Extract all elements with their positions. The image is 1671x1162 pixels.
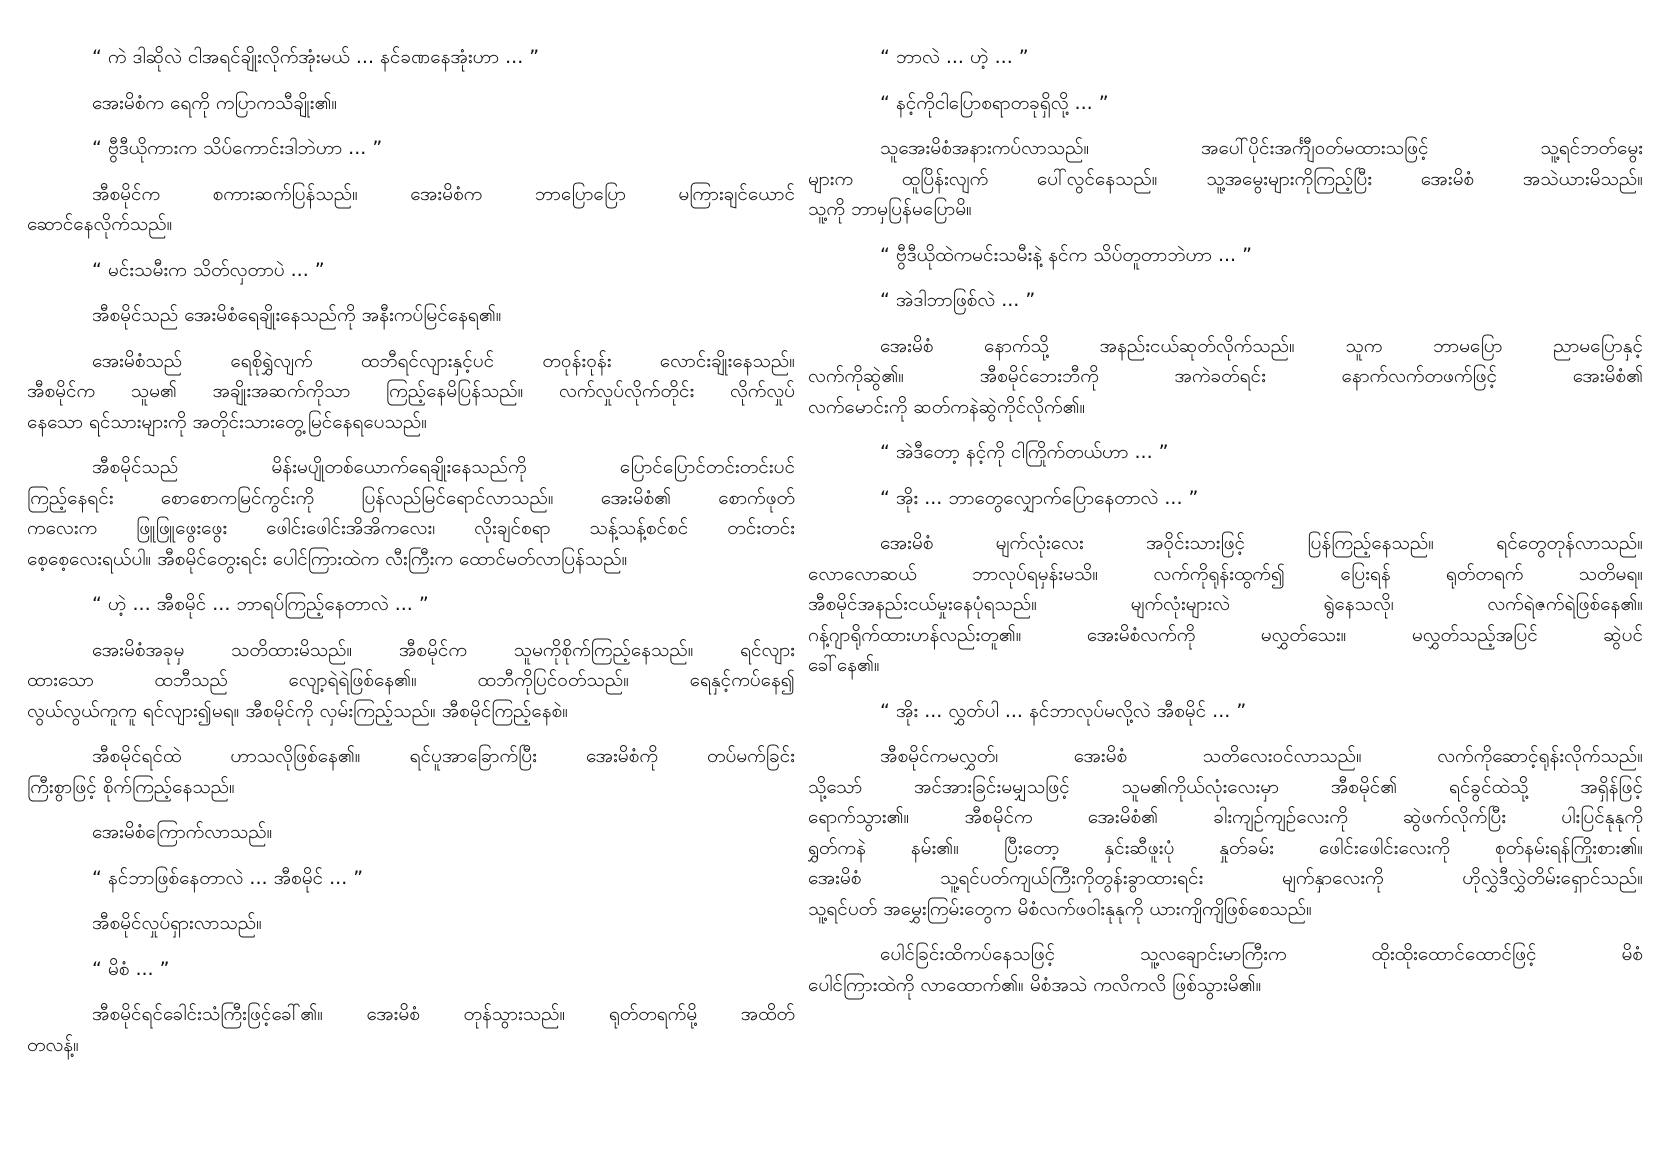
text-line: ကြီးစွာဖြင့် စိုက်ကြည့်နေသည်။ [27, 775, 235, 798]
paragraph [808, 939, 1643, 1000]
text-line: သူအေးမိစံအနားကပ်လာသည်။ အပေါ်ပိုင်းအင်္ကျီဝတ်မထားသဖြင့် သူ့ရင်ဘတ်မွေး [880, 137, 1643, 159]
text-line: ကလေးက ဖြူဖြူဖွေးဖွေး ဖေါင်းဖေါင်းအိအိကလေး၊ လိုးချင်စရာ သန့်သန့်စင်စင် တင်းတင်း [27, 517, 795, 539]
text-line: ထားသော ထဘီသည် လျော့ရဲရဲဖြစ်နေ၏။ ထဘီကိုပြင်ဝတ်သည်။ ရေနှင့်ကပ်နေ၍ [27, 669, 795, 691]
text-line: အေးမိစံကြောက်လာသည်။ [92, 821, 273, 843]
text-line: လွယ်လွယ်ကူကူ ရင်လျား၍မရ။ အီစမိုင်ကို လှမ်းကြည့်သည်။ အီစမိုင်ကြည့်နေစဲ။ [27, 699, 568, 722]
text-line: “ အိုး ... ဘာတွေလျှောက်ပြောနေတာလဲ ... ” [880, 486, 1199, 509]
text-line: သူ့ကို ဘာမှပြန်မပြောမိ။ [808, 198, 972, 220]
text-line: “ အဲဒါဘာဖြစ်လဲ ... ” [880, 289, 1036, 311]
text-line: အီစမိုင်သည် မိန်းမပျိုတစ်ယောက်ရေချိုးနေသည်ကို ပြောင်ပြောင်တင်းတင်းပင် [92, 456, 795, 478]
paragraph [808, 42, 1643, 73]
text-line: “ နင့်ကိုငါပြောစရာတခုရှိလို့ ... ” [880, 91, 1109, 114]
text-line: နေသော ရင်သားများကို အတိုင်းသားတွေ့မြင်နေရပေသည်။ [27, 410, 427, 433]
text-line: “ နင်ဘာဖြစ်နေတာလဲ ... အီစမိုင် ... ” [92, 866, 364, 889]
text-line: သို့သော် အင်အားခြင်းမမျှသဖြင့် သူမ၏ကိုယ်လုံးလေးမှာ အီစမိုင်၏ ရင်ခွင်ထဲသို့ အရှိန်ဖြင့် [808, 775, 1643, 798]
paragraph [27, 88, 795, 119]
text-line: ရောက်သွား၏။ အီစမိုင်က အေးမိစံ၏ ခါးကျဉ်ကျဉ်လေးကို ဆွဲဖက်လိုက်ပြီး ပါးပြင်နုနုကို [808, 806, 1643, 828]
text-line: ခေါ်နေ၏။ [808, 654, 880, 676]
text-line: အီစမိုင်ရင်ခေါင်းသံကြီးဖြင့်ခေါ်၏။ အေးမိစံ တုန်သွားသည်။ ရုတ်တရက်မို့ အထိတ် [92, 1003, 795, 1025]
text-line: အီစမိုင်ကမလွှတ်၊ အေးမိစံ သတိလေးဝင်လာသည်။ လက်ကိုဆောင့်ရုန်းလိုက်သည်။ [880, 745, 1643, 767]
paragraph [27, 452, 795, 574]
paragraph [27, 908, 795, 939]
paragraph [808, 285, 1643, 316]
text-line: လောလောဆယ် ဘာလုပ်ရမှန်းမသိ။ လက်ကိုရုန်းထွက်၍ ပြေးရန် ရုတ်တရက် သတိမရ။ [808, 562, 1643, 585]
text-line: အီစမိုင်က သူမ၏ အချိုးအဆက်ကိုသာ ကြည့်နေမိပြန်သည်။ လက်လှုပ်လိုက်တိုင်း လိုက်လှုပ် [27, 380, 795, 402]
paragraph [27, 179, 795, 240]
paragraph [808, 88, 1643, 119]
text-line: “ ကဲ ဒါဆိုလဲ ငါအရင်ချိုးလိုက်အုံးမယ် ... နင်ခဏနေအုံးဟာ ... ” [92, 46, 540, 68]
paragraph [27, 255, 795, 286]
paragraph [27, 817, 795, 848]
text-line: ပေါင်ကြားထဲကို လာထောက်၏။ မိစံအသဲ ကလိကလိ ဖြစ်သွားမိ၏။ [808, 973, 1262, 996]
text-line: ရွှတ်ကနဲ နမ်း၏။ ပြီးတော့ နှင်းဆီဖူးပုံ နှုတ်ခမ်း ဖေါင်းဖေါင်းလေးကို စုတ်နမ်းရန်ကြိုးစား၏။ [808, 836, 1643, 859]
text-line: “ ဗွီဒီယိုကားက သိပ်ကောင်းဒါဘဲဟာ ... ” [92, 137, 383, 159]
paragraph [27, 954, 795, 985]
paragraph [808, 437, 1643, 468]
text-line: ဆောင်နေလိုက်သည်။ [27, 213, 173, 235]
text-line: အီစမိုင်က စကားဆက်ပြန်သည်။ အေးမိစံက ဘာပြောပြော မကြားချင်ယောင် [92, 182, 795, 205]
text-line: စေ့စေ့လေးရယ်ပါ။ အီစမိုင်တွေးရင်း ပေါင်ကြားထဲက လီးကြီးက ထောင်မတ်လာပြန်သည်။ [27, 547, 628, 570]
paragraph [27, 133, 795, 164]
paragraph [27, 300, 795, 331]
text-line: “ ဟဲ့ ... အီစမိုင် ... ဘာရပ်ကြည့်နေတာလဲ ... ” [92, 593, 429, 615]
paragraph [808, 483, 1643, 514]
text-line: အေးမိစံ သူ့ရင်ပတ်ကျယ်ကြီးကိုတွန်းခွာထားရင်း မျက်နှာလေးကို ဟိုလွှဲဒီလွှဲတိမ်းရှောင်သည်။ [808, 867, 1643, 889]
text-line: “ ဘာလဲ ... ဟဲ့ ... ” [880, 46, 1029, 68]
text-line: အေးမိစံက ရေကို ကပြာကသီချိုး၏။ [92, 91, 338, 114]
text-line: “ မင်းသမီးက သိတ်လှတာပဲ ... ” [92, 258, 325, 281]
paragraph [27, 42, 795, 73]
paragraph [808, 528, 1643, 681]
text-line: လက်မောင်းကို ဆတ်ကနဲဆွဲကိုင်လိုက်၏။ [808, 395, 1086, 418]
paragraph [27, 346, 795, 438]
text-line: အေးမိစံသည် ရေစိုရွှဲလျက် ထဘီရင်လျားနှင့်ပင် တဝုန်းဝုန်း လောင်းချိုးနေသည်။ [92, 349, 795, 372]
text-line: ပေါင်ခြင်းထိကပ်နေသဖြင့် သူ့လချောင်းမာကြီးက ထိုးထိုးထောင်ထောင်ဖြင့် မိစံ [880, 943, 1643, 965]
paragraph [27, 741, 795, 802]
text-line: အီစမိုင်လှုပ်ရှားလာသည်။ [92, 912, 262, 934]
text-line: အီစမိုင်သည် အေးမိစံရေချိုးနေသည်ကို အနီးကပ်မြင်နေရ၏။ [92, 304, 502, 326]
left-page [27, 42, 795, 1060]
text-line: များက ထူပြိန်းလျက် ပေါ်လွင်နေသည်။ သူ့အမွေးများကိုကြည့်ပြီး အေးမိစံ အသဲယားမိသည်။ [808, 167, 1643, 190]
text-line: အီစမိုင်အနည်းငယ်မှုးနေပုံရသည်။ မျက်လုံးများလဲ ရွဲနေသလို၊ လက်ရဲဇက်ရဲဖြစ်နေ၏။ [808, 593, 1643, 615]
paragraph [27, 863, 795, 894]
text-line: “ အဲဒီတော့ နင့်ကို ငါကြိုက်တယ်ဟာ ... ” [880, 441, 1169, 463]
text-line: ဂန့်ဂျာရိုက်ထားဟန်လည်းတူ၏။ အေးမိစံလက်ကို မလွှတ်သေး။ မလွှတ်သည့်အပြင် ဆွဲပင် [808, 623, 1643, 646]
text-line: “ မိစံ ... ” [92, 957, 170, 980]
text-line: ကြည့်နေရင်း စောစောကမြင်ကွင်းကို ပြန်လည်မြင်ရောင်လာသည်။ အေးမိစံ၏ စောက်ဖုတ် [27, 486, 795, 509]
paragraph [808, 696, 1643, 727]
text-line: အီစမိုင်ရင်ထဲ ဟာသလိုဖြစ်နေ၏။ ရင်ပူအာခြောက်ပြီး အေးမိစံကို တပ်မက်ခြင်း [92, 745, 795, 767]
right-page [808, 42, 1643, 1000]
paragraph [808, 741, 1643, 924]
text-line: အေးမိစံအခုမှ သတိထားမိသည်။ အီစမိုင်က သူမကိုစိုက်ကြည့်နေသည်။ ရင်လျား [92, 638, 795, 661]
paragraph [808, 240, 1643, 271]
paragraph [808, 331, 1643, 423]
text-line: လက်ကိုဆွဲ၏။ အီစမိုင်ဘေးဘီကို အကဲခတ်ရင်း နောက်လက်တဖက်ဖြင့် အေးမိစံ၏ [808, 365, 1643, 387]
paragraph [27, 999, 795, 1060]
text-line: “ အိုး ... လွှတ်ပါ ... နင်ဘာလုပ်မလို့လဲ အီစမိုင် ... ” [880, 699, 1247, 722]
text-line: အေးမိစံ နောက်သို့ အနည်းငယ်ဆုတ်လိုက်သည်။ သူက ဘာမပြော ညာမပြောနှင့် [880, 334, 1643, 357]
text-line: တလန့်။ [27, 1033, 79, 1056]
text-line: “ ဗွီဒီယိုထဲကမင်းသမီးနဲ့ နင်က သိပ်တူတာဘဲဟာ ... ” [880, 243, 1252, 266]
paragraph [27, 589, 795, 620]
text-line: သူ့ရင်ပတ် အမွှေးကြမ်းတွေက မိစံလက်ဖဝါးနုနုကို ယားကျိကျိဖြစ်စေသည်။ [808, 897, 1312, 920]
paragraph [808, 133, 1643, 225]
paragraph [27, 635, 795, 727]
text-line: အေးမိစံ မျက်လုံးလေး အဝိုင်းသားဖြင့် ပြန်ကြည့်နေသည်။ ရင်တွေတုန်လာသည်။ [880, 532, 1643, 554]
